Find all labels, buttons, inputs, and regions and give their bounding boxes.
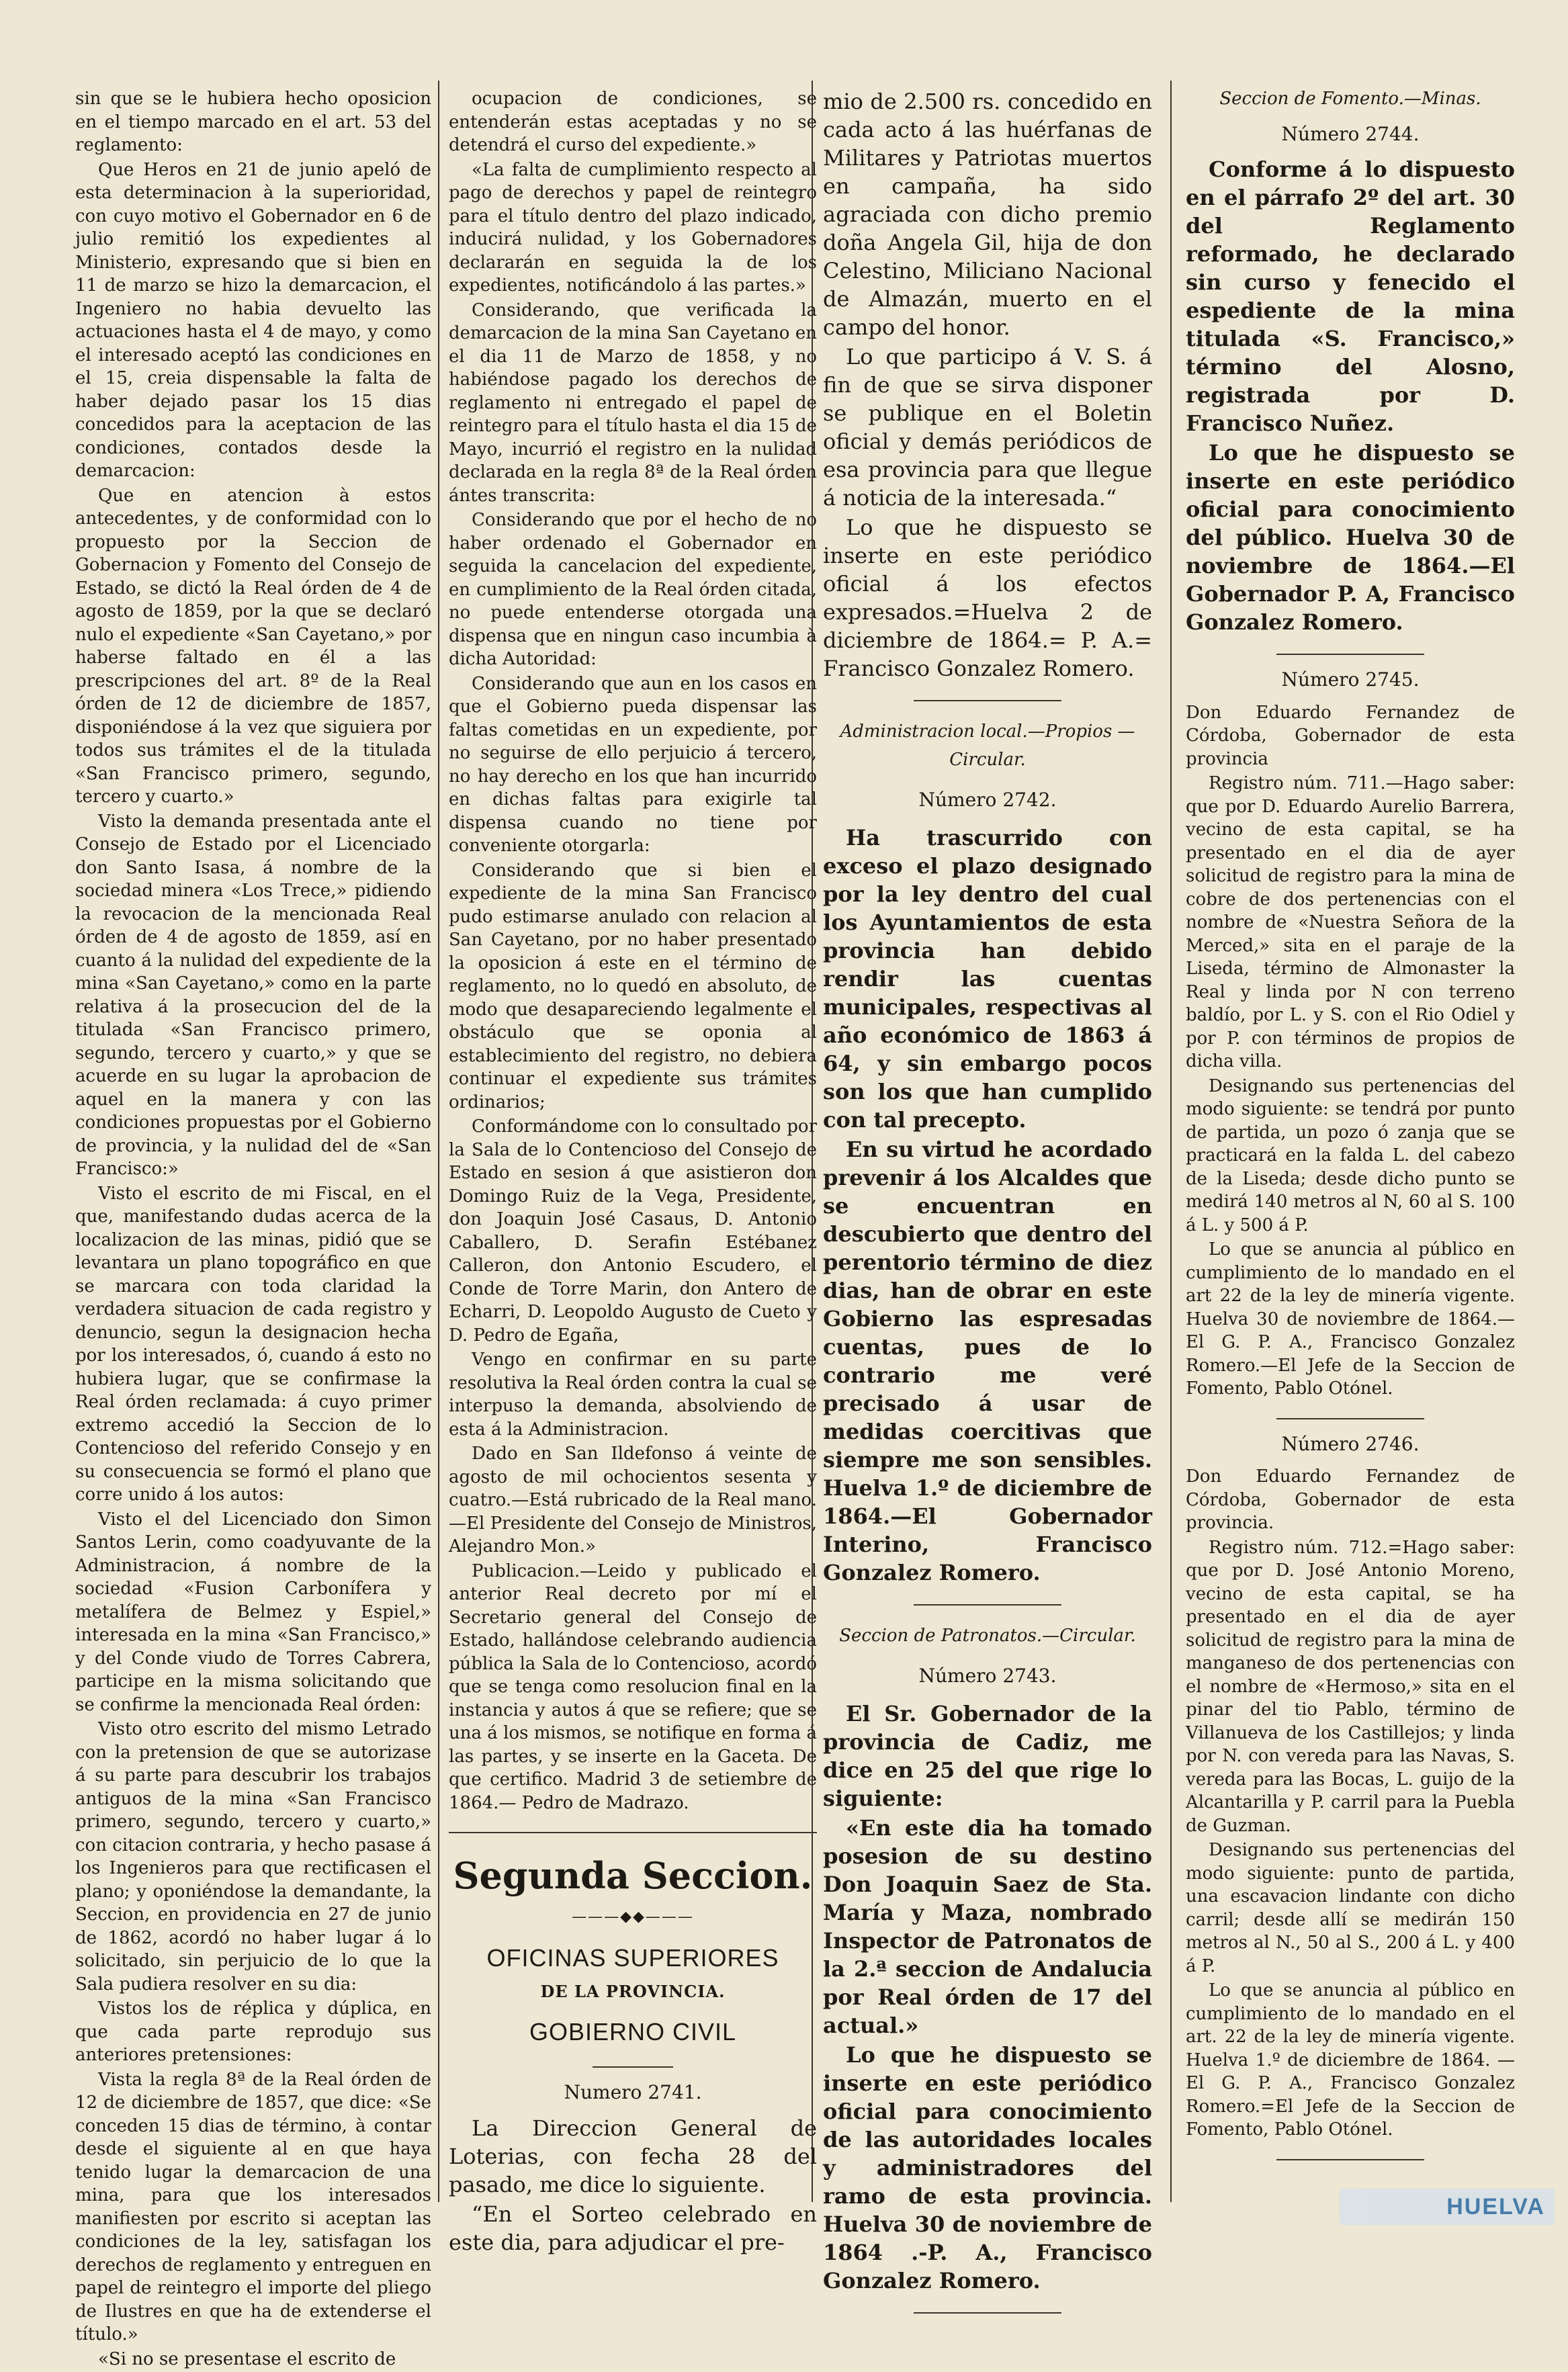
- paragraph: Ha trascurrido con exceso el plazo designado por la ley dentro del cual los Ayuntamientos de esta provincia han debido rendir las cuentas municipales, respectivas al año económico de 1863 á 64, y sin embargo pocos son los que han cumplido con tal precepto.: [823, 825, 1152, 1133]
- government-heading: GOBIERNO CIVIL: [529, 2018, 737, 2046]
- paragraph: Lo que he dispuesto se inserte en este periódico oficial para conocimiento de las autoridades locales y administradores del ramo de esta provincia. Huelva 30 de noviembre de 1864 .-P. A., Francisco Gonzalez Romero.: [823, 2042, 1152, 2293]
- divider: [914, 700, 1061, 701]
- divider: [914, 1604, 1061, 1606]
- paragraph: Vista la regla 8ª de la Real órden de 12 de diciembre de 1857, que dice: «Se conceden 15 dias de término, à contar desde el siguiente al en que haya tenido lugar la demarcacion de una mina, para que los interesados manifiesten por escrito si aceptan las condiciones de la ley, satisfagan los derechos de reglamento y entreguen en papel de reintegro el importe del pliego de Ilustres en que ha de extenderse el título.»: [75, 2069, 431, 2344]
- column-3: [823, 87, 1152, 2327]
- offices-heading: OFICINAS SUPERIORES: [486, 1943, 779, 1972]
- divider: [1276, 654, 1424, 655]
- column-4: [1186, 87, 1515, 2174]
- notice-number: Número 2746.: [1281, 1432, 1420, 1455]
- paragraph: En su virtud he acordado prevenir á los Alcaldes que se encuentran en descubierto que dentro del perentorio término de diez dias, han de obrar en este Gobierno las espresadas cuentas, pues de lo contrario me veré precisado á usar de medidas coercitivas que siempre me son sensibles. Huelva 1.º de diciembre de 1864.—El Gobernador Interino, Francisco Gonzalez Romero.: [823, 1137, 1152, 1585]
- watermark-logo: [1340, 2189, 1555, 2225]
- paragraph: Que Heros en 21 de junio apeló de esta determinacion à la superioridad, con cuyo motivo el Gobernador en 6 de julio remitió los expedientes al Ministerio, expresando que si bien en 11 de marzo se hizo la demarcacion, el Ingeniero no habia devuelto las actuaciones hasta el 4 de mayo, y como el interesado aceptó las condiciones en el 15, creia dispensable la falta de haber dejado pasar los 15 dias concedidos para la aceptacion de las condiciones, contados desde la demarcacion:: [75, 159, 431, 481]
- notice-number: Número 2743.: [918, 1665, 1057, 1687]
- paragraph: “En el Sorteo celebrado en este dia, para adjudicar el pre-: [449, 2201, 817, 2255]
- paragraph: El Sr. Gobernador de la provincia de Cadiz, me dice en 25 del que rige lo siguiente:: [823, 1701, 1152, 1811]
- section-heading: Administracion local.—Propios —Circular.: [840, 721, 1135, 770]
- paragraph: «En este dia ha tomado posesion de su destino Don Joaquin Saez de Sta. María y Maza, nombrado Inspector de Patronatos de la 2.ª seccion de Andalucia por Real órden de 17 del actual.»: [823, 1815, 1152, 2038]
- column-2: [449, 87, 817, 2258]
- province-heading: DE LA PROVINCIA.: [540, 1981, 726, 2001]
- paragraph: mio de 2.500 rs. concedido en cada acto á las huérfanas de Militares y Patriotas muertos en campaña, ha sido agraciada con dicho premio doña Angela Gil, hija de don Celestino, Miliciano Nacional de Almazán, muerto en el campo del honor.: [823, 89, 1152, 340]
- paragraph: La Direccion General de Loterias, con fecha 28 del pasado, me dice lo siguiente.: [449, 2115, 817, 2197]
- flourish-ornament: ———◆◆———: [572, 1908, 694, 1925]
- divider: [593, 2066, 673, 2068]
- column-divider: [438, 81, 439, 2202]
- paragraph: Considerando que si bien el expediente de la mina San Francisco pudo estimarse anulado con relacion al San Cayetano, por no haber presentado la oposicion á este en el término de reglamento, no lo quedó en absoluto, de modo que desapareciendo legalmente el obstáculo que se oponia al establecimiento del registro, no debiera continuar el expediente sus trámites ordinarios;: [449, 860, 817, 1112]
- notice-number: Numero 2741.: [564, 2081, 702, 2103]
- paragraph: Lo que he dispuesto se inserte en este periódico oficial para conocimiento del público. Huelva 30 de noviembre de 1864.—El Gobernador P. A, Francisco Gonzalez Romero.: [1186, 440, 1515, 635]
- paragraph: Lo que se anuncia al público en cumplimiento de lo mandado en el art 22 de la ley de minería vigente. Huelva 30 de noviembre de 1864.—El G. P. A., Francisco Gonzalez Romero.—El Jefe de la Seccion de Fomento, Pablo Otónel.: [1186, 1239, 1515, 1399]
- section-heading: Seccion de Fomento.—Minas.: [1219, 89, 1481, 109]
- paragraph: Don Eduardo Fernandez de Córdoba, Gobernador de esta provincia: [1186, 702, 1515, 769]
- paragraph: Lo que se anuncia al público en cumplimiento de lo mandado en el art. 22 de la ley de minería vigente. Huelva 1.º de diciembre de 1864. —El G. P. A., Francisco Gonzalez Romero.=El Jefe de la Seccion de Fomento, Pablo Otónel.: [1186, 1980, 1515, 2140]
- section-title: Segunda Seccion.: [453, 1854, 813, 1897]
- column-divider: [1170, 81, 1172, 2202]
- paragraph: Dado en San Ildefonso á veinte de agosto de mil ochocientos sesenta y cuatro.—Está rubricado de la Real mano.—El Presidente del Consejo de Ministros, Alejandro Mon.»: [449, 1444, 817, 1556]
- notice-number: Número 2742.: [918, 789, 1057, 811]
- paragraph: Conformándome con lo consultado por la Sala de lo Contencioso del Consejo de Estado en sesion á que asistieron don Domingo Ruiz de la Vega, Presidente, don Joaquin José Casaus, D. Antonio Caballero, D. Serafin Estébanez Calleron, don Antonio Escudero, el Conde de Torre Marin, don Antero de Echarri, D. Leopoldo Augusto de Cueto y D. Pedro de Egaña,: [449, 1116, 817, 1346]
- paragraph: «Si no se presentase el escrito de: [98, 2348, 396, 2369]
- paragraph: Que en atencion à estos antecedentes, y de conformidad con lo propuesto por la Seccion de Gobernacion y Fomento del Consejo de Estado, se dictó la Real órden de 4 de agosto de 1859, por la que se declaró nulo el expediente «San Cayetano,» por haberse faltado en él a las prescripciones del art. 8º de la Real órden de 12 de diciembre de 1857, disponiéndose á la vez que siguiera por todos sus trámites el de la titulada «San Francisco primero, segundo, tercero y cuarto.»: [75, 485, 431, 807]
- paragraph: Conforme á lo dispuesto en el párrafo 2º del art. 30 del Reglamento reformado, he declarado sin curso y fenecido el espediente de la mina titulada «S. Francisco,» término del Alosno, registrada por D. Francisco Nuñez.: [1186, 157, 1515, 436]
- divider: [1276, 2159, 1424, 2160]
- paragraph: Lo que participo á V. S. á fin de que se sirva disponer se publique en el Boletin oficial y demás periódicos de esa provincia para que llegue á noticia de la interesada.“: [823, 344, 1152, 511]
- paragraph: Lo que he dispuesto se inserte en este periódico oficial á los efectos expresados.=Huelva 2 de diciembre de 1864.= P. A.= Francisco Gonzalez Romero.: [823, 515, 1152, 681]
- paragraph: Visto otro escrito del mismo Letrado con la pretension de que se autorizase á su parte para descubrir los trabajos antiguos de la mina «San Francisco primero, segundo, tercero y cuarto,» con citacion contraria, y hecho pasase á los Ingenieros para que rectificasen el plano; y oponiéndose la demandante, la Seccion, en providencia en 27 de junio de 1862, acordó no haber lugar á lo solicitado, sin perjuicio de lo que la Sala pudiera resolver en su dia:: [75, 1719, 431, 1994]
- paragraph: Designando sus pertenencias del modo siguiente: se tendrá por punto de partida, un pozo ó zanja que se practicará en la falda L. del cabezo de la Liseda; desde dicho punto se medirá 140 metros al N, 60 al S. 100 á L. y 500 á P.: [1186, 1075, 1515, 1235]
- section-rule: [449, 1832, 817, 1833]
- paragraph: Registro núm. 712.=Hago saber: que por D. José Antonio Moreno, vecino de esta capital, se ha presentado en el dia de ayer solicitud de registro para la mina de manganeso de dos pertenencias con el nombre de «Hermoso,» sita en el pinar del tio Pablo, término de Villanueva de los Castillejos; y linda por N. con vereda para las Navas, S. vereda para las Bocas, L. guijo de la Alcantarilla y P. carril para la Puebla de Guzman.: [1186, 1537, 1515, 1836]
- paragraph: Visto la demanda presentada ante el Consejo de Estado por el Licenciado don Santo Isasa, á nombre de la sociedad minera «Los Trece,» pidiendo la revocacion de la mencionada Real órden de 4 de agosto de 1859, así en cuanto á la nulidad del expediente de la mina «San Cayetano,» como en la parte relativa á la prosecucion del de la titulada «San Francisco primero, segundo, tercero y cuarto,» y que se acuerde en su lugar la aprobacion de aquel en la manera y con las condiciones propuestas por el Gobierno de provincia, y la nulidad del de «San Francisco:»: [75, 811, 431, 1179]
- paragraph: sin que se le hubiera hecho oposicion en el tiempo marcado en el art. 53 del reglamento:: [75, 89, 431, 155]
- paragraph: Considerando que aun en los casos en que el Gobierno pueda dispensar las faltas cometidas en un expediente, por no seguirse de ello perjuicio á tercero, no hay derecho en los que han incurrido en dichas faltas para exigirle tal dispensa cuando no tiene por conveniente otorgarla:: [449, 673, 817, 856]
- paragraph: ocupacion de condiciones, se entenderán estas aceptadas y no se detendrá el curso del expediente.»: [449, 89, 817, 155]
- section-heading: Seccion de Patronatos.—Circular.: [839, 1626, 1136, 1646]
- paragraph: Don Eduardo Fernandez de Córdoba, Gobernador de esta provincia.: [1186, 1466, 1515, 1533]
- paragraph: Visto el del Licenciado don Simon Santos Lerin, como coadyuvante de la Administracion, á nombre de la sociedad «Fusion Carbonífera y metalífera de Belmez y Espiel,» interesada en la mina «San Francisco,» y del Conde viudo de Torres Cabrera, participe en la misma solicitando que se confirme la mencionada Real órden:: [75, 1509, 431, 1715]
- paragraph: Publicacion.—Leido y publicado el anterior Real decreto por mí el Secretario general del Consejo de Estado, hallándose celebrando audiencia pública la Sala de lo Contencioso, acordó que se tenga como resolucion final en la instancia y autos á que se refiere; que se una á los mismos, se notifique en forma á las partes, y se inserte en la Gaceta. De que certifico. Madrid 3 de setiembre de 1864.— Pedro de Madrazo.: [449, 1561, 817, 1813]
- watermark-text: HUELVA: [1446, 2193, 1545, 2220]
- paragraph: Registro núm. 711.—Hago saber: que por D. Eduardo Aurelio Barrera, vecino de esta capital, se ha presentado en el dia de ayer solicitud de registro para la mina de cobre de dos pertenencias con el nombre de «Nuestra Señora de la Merced,» sita en el paraje de la Liseda, término de Almonaster la Real y linda por N con terreno baldío, por L. y S. con el Rio Odiel y por P. con términos de propios de dicha villa.: [1186, 773, 1515, 1071]
- notice-number: Número 2744.: [1281, 122, 1420, 145]
- column-1: [75, 87, 431, 2372]
- paragraph: Vistos los de réplica y dúplica, en que cada parte reprodujo sus anteriores pretensiones:: [75, 1998, 431, 2065]
- divider: [1276, 1418, 1424, 1419]
- paragraph: Designando sus pertenencias del modo siguiente: punto de partida, una escavacion lindante con dicho carril; desde allí se medirán 150 metros al N., 50 al S., 200 á L. y 400 á P.: [1186, 1840, 1515, 1976]
- paragraph: Considerando, que verificada la demarcacion de la mina San Cayetano en el dia 11 de Marzo de 1858, y no habiéndose pagado los derechos de reglamento ni entregado el papel de reintegro para el título hasta el dia 15 de Mayo, incurrió el registro en la nulidad declarada en la regla 8ª de la Real órden ántes transcrita:: [449, 300, 817, 506]
- divider: [914, 2312, 1061, 2314]
- paragraph: Considerando que por el hecho de no haber ordenado el Gobernador en seguida la cancelacion del expediente, en cumplimiento de la Real órden citada, no puede entenderse otorgada una dispensa que en ningun caso incumbia à dicha Autoridad:: [449, 510, 817, 669]
- paragraph: Visto el escrito de mi Fiscal, en el que, manifestando dudas acerca de la localizacion de las minas, pidió que se levantara un plano topográfico en que se marcara con toda claridad la verdadera situacion de cada registro y denuncio, segun la designacion hecha por los interesados, ó, cuando á esto no hubiera lugar, que se confirmase la Real órden reclamada: á cuyo primer extremo accedió la Seccion de lo Contencioso del referido Consejo y en su consecuencia se formó el plano que corre unido á los autos:: [75, 1183, 431, 1505]
- paragraph: Vengo en confirmar en su parte resolutiva la Real órden contra la cual se interpuso la demanda, absolviendo de esta á la Administracion.: [449, 1350, 817, 1440]
- notice-number: Número 2745.: [1281, 668, 1420, 691]
- paragraph: «La falta de cumplimiento respecto al pago de derechos y papel de reintegro para el título dentro del plazo indicado, inducirá nulidad, y los Gobernadores declararán en seguida la de los expedientes, notificándolo á las partes.»: [449, 159, 817, 296]
